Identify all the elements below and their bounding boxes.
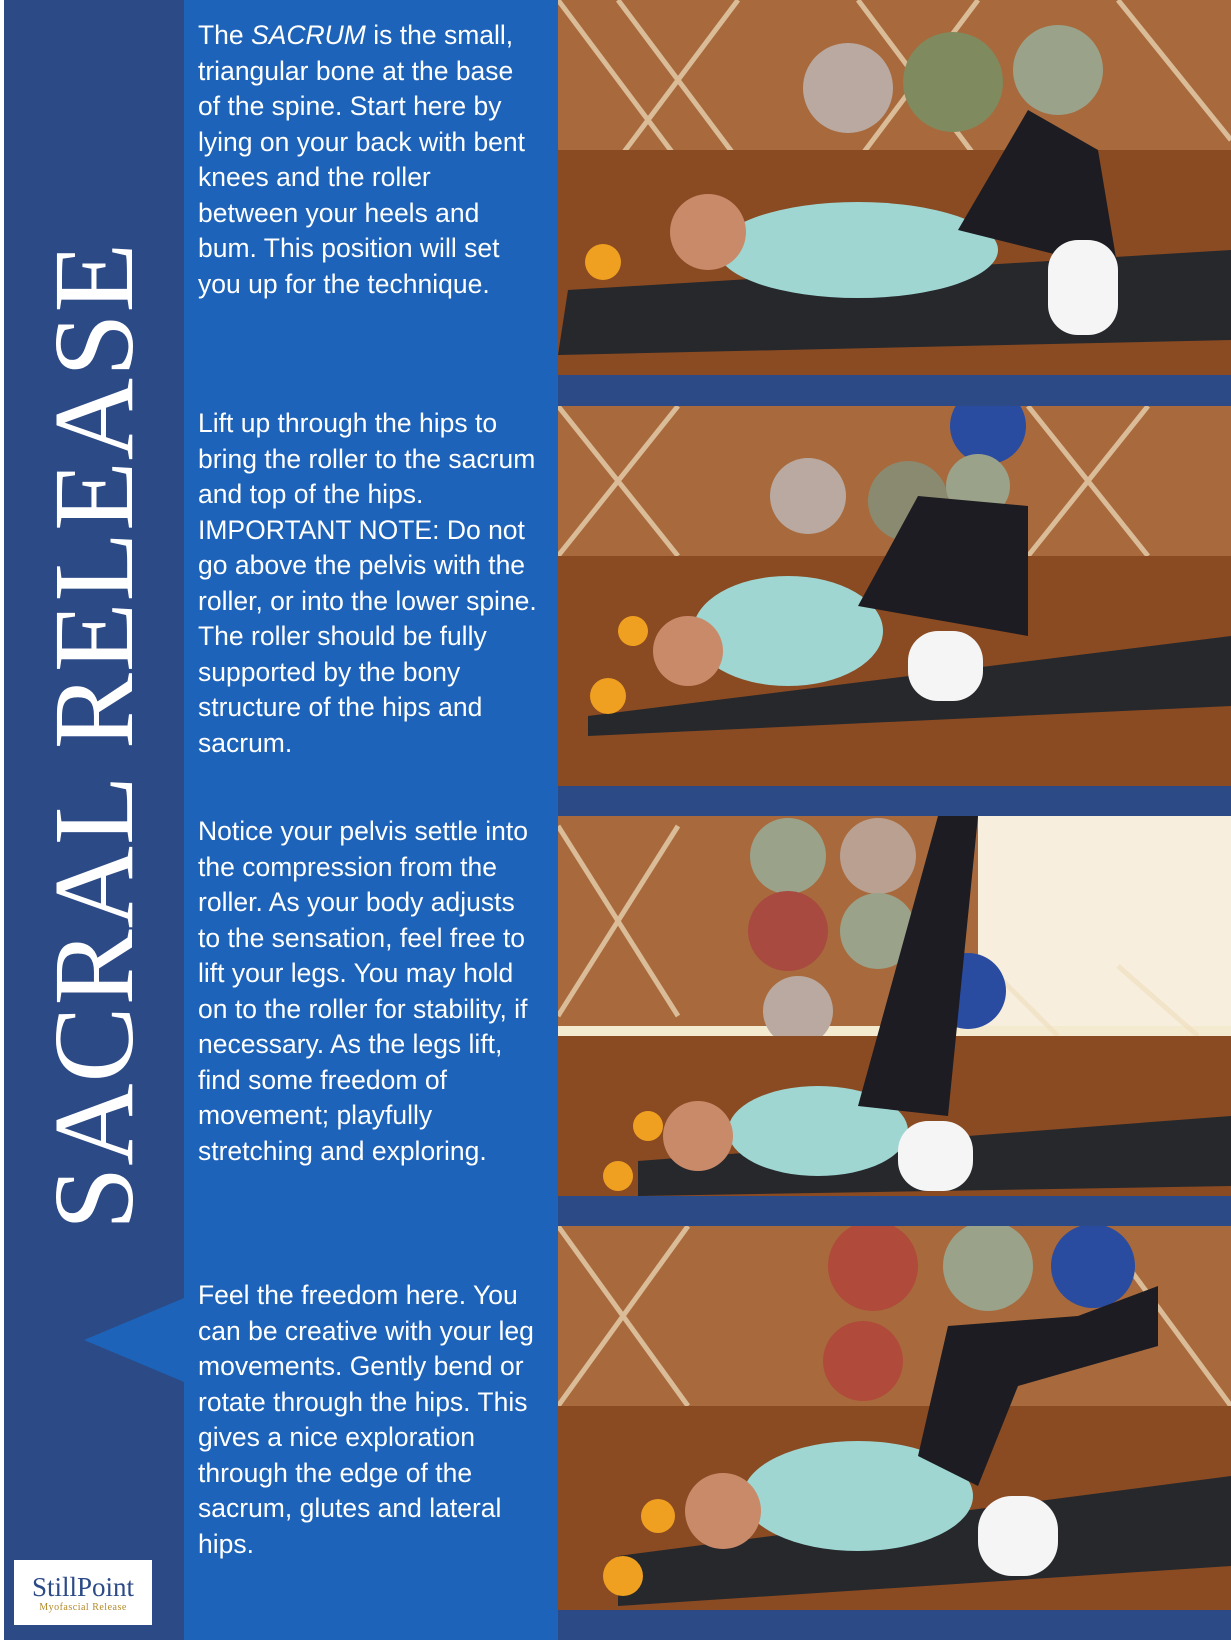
page-title-container (8, 241, 180, 1231)
photo-3-illustration (558, 816, 1231, 1196)
photo-1-illustration (558, 0, 1231, 375)
photo-2-illustration (558, 406, 1231, 786)
stillpoint-logo (14, 1560, 152, 1625)
woman-leg-rotation-photo (558, 1226, 1231, 1610)
step-1-text (198, 18, 538, 302)
logo-name: StillPoint (31, 1572, 135, 1602)
step-2-text: Lift up through the hips to bring the roller to the sacrum and top of the hips. IMPORTANT NOTE: Do not go above the pelvis with the roller, or into the lower spine. The roller should be fully supported by the bony structure of the hips and sacrum. (198, 408, 537, 758)
photo-4-illustration (558, 1226, 1231, 1610)
step-1-text-rest: is the small, triangular bone at the base of the spine. Start here by lying on your back with bent knees and the roller between your heels and bum. This position will set you up for the technique. (198, 20, 526, 299)
woman-legs-lifted-photo (558, 816, 1231, 1196)
pointer-arrow (84, 1298, 184, 1382)
woman-bridge-roller-under-sacrum-photo (558, 406, 1231, 786)
page-title: SACRAL RELEASE (30, 241, 157, 1231)
sacrum-term: SACRUM (251, 20, 366, 50)
woman-lying-roller-under-heels-photo (558, 0, 1231, 375)
step-1-text-start: The (198, 20, 252, 50)
step-4-text: Feel the freedom here. You can be creative with your leg movements. Gently bend or rotate through the hips. This gives a nice exploration through the edge of the sacrum, glutes and lateral hips. (198, 1280, 534, 1559)
step-3-text: Notice your pelvis settle into the compression from the roller. As your body adjusts to the sensation, feel free to lift your legs. You may hold on to the roller for stability, if necessary. As the legs lift, find some freedom of movement; playfully stretching and exploring. (198, 816, 528, 1166)
logo-subtitle: Myofascial Release (39, 1602, 127, 1613)
